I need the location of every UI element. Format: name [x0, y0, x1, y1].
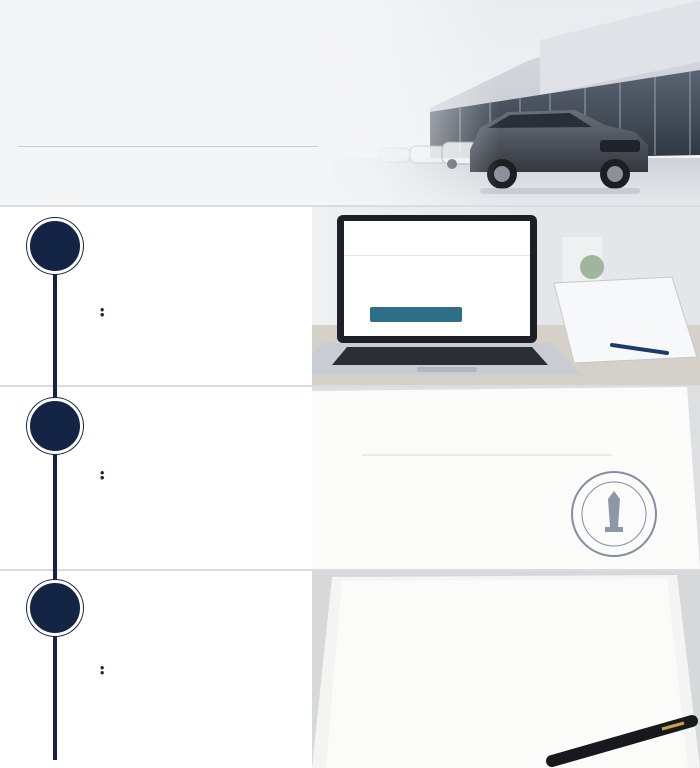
step-1-number	[27, 218, 83, 274]
timeline-line	[53, 230, 57, 760]
header-banner	[0, 0, 700, 205]
police-register	[312, 571, 700, 768]
header-divider	[18, 146, 318, 147]
step-3-image	[312, 571, 700, 768]
laptop-scene	[312, 207, 700, 385]
step-1-bullets	[100, 302, 300, 307]
step-3-number	[27, 580, 83, 636]
start-procedure-button[interactable]	[370, 307, 462, 322]
step-1-image	[312, 207, 700, 385]
step-2-bullets	[100, 465, 300, 470]
step-2-number	[27, 398, 83, 454]
kbis-document	[312, 387, 700, 569]
step-2-image	[312, 387, 700, 569]
registration-folder	[554, 277, 697, 363]
step-3-bullets	[100, 660, 300, 665]
